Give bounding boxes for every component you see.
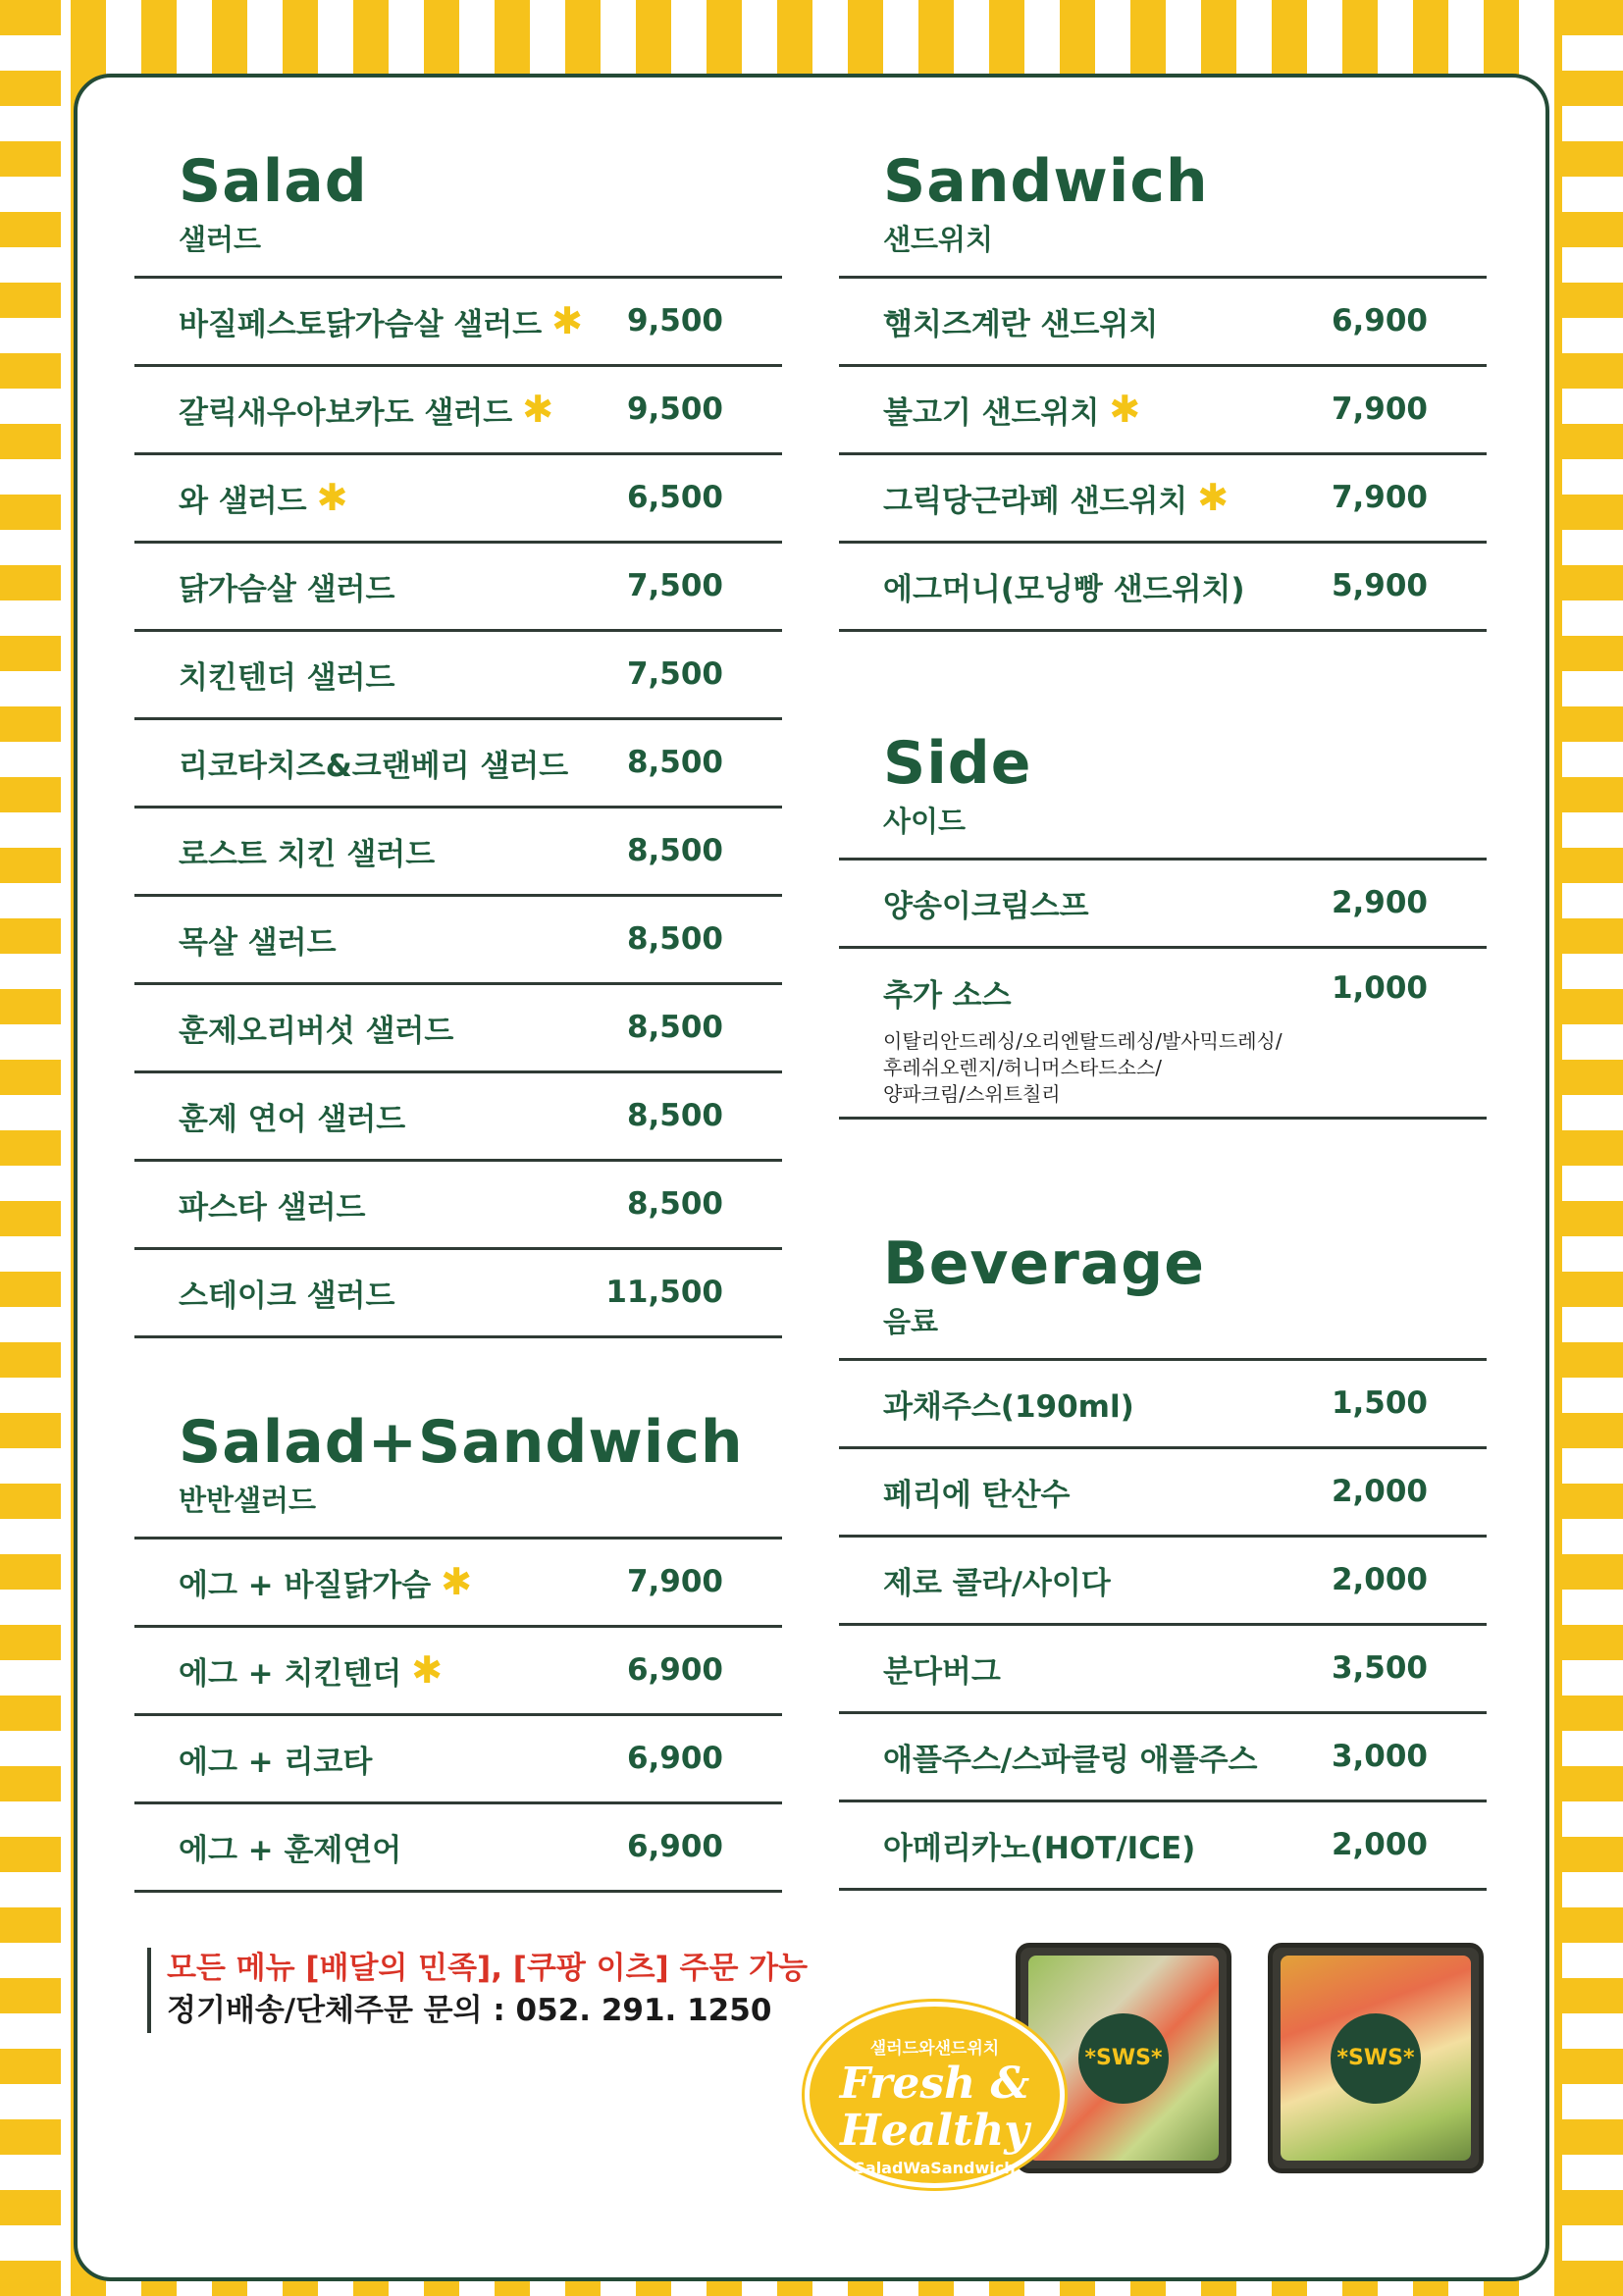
menu-item-name: 에그 + 치킨텐더 <box>179 1655 402 1692</box>
menu-item-name: 에그머니(모닝빵 샌드위치) <box>883 571 1245 607</box>
menu-item-name: 치킨텐더 샐러드 <box>179 659 395 696</box>
order-notice <box>147 1948 808 2033</box>
sauce-option-line: 후레쉬오렌지/허니머스타드소스/ <box>883 1055 1162 1079</box>
section-subtitle: 사이드 <box>883 805 967 838</box>
menu-item-price: 9,500 <box>626 391 723 428</box>
menu-item-name: 스테이크 샐러드 <box>179 1278 395 1314</box>
menu-list <box>839 276 1487 632</box>
menu-item-price: 8,500 <box>626 1186 723 1223</box>
menu-item-price: 6,900 <box>626 1829 723 1865</box>
section-subtitle: 샐러드 <box>179 223 262 256</box>
menu-item-row <box>839 1626 1487 1714</box>
menu-item-row <box>134 279 782 367</box>
menu-item-name: 과채주스(190ml) <box>883 1388 1134 1425</box>
section-title: Side <box>883 729 1032 798</box>
menu-item-name: 파스타 샐러드 <box>179 1189 366 1226</box>
section-combo <box>134 1408 782 1893</box>
menu-list <box>839 1358 1487 1891</box>
menu-item-row <box>134 809 782 897</box>
menu-item-name: 에그 + 바질닭가슴 <box>179 1567 432 1603</box>
menu-item-name: 훈제 연어 샐러드 <box>179 1101 406 1137</box>
sauce-options <box>883 1028 1283 1108</box>
recommended-star-icon: ✱ <box>522 388 554 432</box>
menu-item-name: 불고기 샌드위치 <box>883 394 1100 431</box>
recommended-star-icon: ✱ <box>316 476 348 520</box>
menu-item-price: 6,900 <box>626 1741 723 1777</box>
menu-item-name: 바질페스토닭가슴살 샐러드 <box>179 306 543 342</box>
menu-item-price: 8,500 <box>626 833 723 869</box>
menu-item-price: 11,500 <box>605 1275 723 1311</box>
menu-item-row <box>839 949 1487 1120</box>
menu-item-name: 리코타치즈&크랜베리 샐러드 <box>179 748 569 784</box>
menu-item-name: 그릭당근라페 샌드위치 <box>883 483 1188 519</box>
menu-item-name: 제로 콜라/사이다 <box>883 1565 1111 1601</box>
section-title: Salad+Sandwich <box>179 1408 744 1477</box>
menu-item-row <box>839 1361 1487 1449</box>
section-subtitle: 음료 <box>883 1305 939 1338</box>
delivery-notice: 모든 메뉴 [배달의 민족], [쿠팡 이츠] 주문 가능 <box>167 1951 809 1986</box>
contact-notice: 정기배송/단체주문 문의 : 052. 291. 1250 <box>167 1993 772 2029</box>
sws-logo-label: *SWS* <box>1078 2013 1169 2104</box>
right-stripe-border <box>1562 0 1623 2296</box>
menu-item-price: 9,500 <box>626 303 723 339</box>
menu-item-row <box>134 1162 782 1250</box>
section-side <box>839 729 1487 1120</box>
menu-item-price: 3,000 <box>1331 1739 1428 1775</box>
menu-item-price: 7,900 <box>1331 480 1428 516</box>
menu-item-name: 와 샐러드 <box>179 483 307 519</box>
menu-item-row <box>839 1802 1487 1891</box>
section-beverage <box>839 1229 1487 1891</box>
menu-item-row <box>839 279 1487 367</box>
menu-item-row <box>839 367 1487 455</box>
menu-item-price: 7,500 <box>626 568 723 604</box>
menu-item-row <box>839 1449 1487 1538</box>
recommended-star-icon: ✱ <box>1197 476 1230 520</box>
recommended-star-icon: ✱ <box>441 1560 473 1604</box>
menu-item-price: 2,900 <box>1331 885 1428 921</box>
menu-item-name: 햄치즈계란 샌드위치 <box>883 306 1159 342</box>
top-stripe-border <box>0 0 1623 69</box>
sandwich-box-photo <box>1268 1943 1484 2173</box>
menu-item-price: 6,900 <box>626 1652 723 1689</box>
recommended-star-icon: ✱ <box>411 1648 444 1693</box>
menu-item-price: 2,000 <box>1331 1562 1428 1598</box>
menu-item-name: 목살 샐러드 <box>179 924 337 961</box>
menu-item-name: 갈릭새우아보카도 샐러드 <box>179 394 513 431</box>
section-title: Sandwich <box>883 147 1209 216</box>
menu-list <box>839 858 1487 1120</box>
menu-item-price: 6,500 <box>626 480 723 516</box>
section-subtitle: 반반샐러드 <box>179 1484 317 1517</box>
menu-item-name: 양송이크림스프 <box>883 888 1089 924</box>
menu-item-row <box>134 1073 782 1162</box>
menu-item-row <box>134 897 782 985</box>
menu-item-row <box>839 1538 1487 1626</box>
menu-item-row <box>134 1628 782 1716</box>
menu-item-price: 8,500 <box>626 1010 723 1046</box>
menu-item-row <box>839 861 1487 949</box>
menu-item-row <box>839 1714 1487 1802</box>
sauce-option-line: 이탈리안드레싱/오리엔탈드레싱/발사믹드레싱/ <box>883 1028 1283 1053</box>
left-stripe-border <box>0 0 61 2296</box>
menu-item-name: 에그 + 훈제연어 <box>179 1832 402 1868</box>
menu-item-row <box>134 1539 782 1628</box>
menu-item-name: 추가 소스 <box>883 977 1012 1014</box>
menu-item-price: 2,000 <box>1331 1474 1428 1510</box>
badge-slogan-line2: Healthy <box>840 2106 1029 2156</box>
menu-item-price: 6,900 <box>1331 303 1428 339</box>
menu-item-name: 애플주스/스파클링 애플주스 <box>883 1742 1258 1778</box>
menu-item-row <box>839 544 1487 632</box>
section-title: Salad <box>179 147 368 216</box>
menu-item-price: 7,900 <box>626 1564 723 1600</box>
menu-item-row <box>134 1804 782 1893</box>
menu-list <box>134 1537 782 1893</box>
menu-item-price: 7,500 <box>626 656 723 693</box>
menu-item-row <box>134 544 782 632</box>
menu-item-name: 훈제오리버섯 샐러드 <box>179 1013 454 1049</box>
menu-item-price: 2,000 <box>1331 1827 1428 1863</box>
section-salad <box>134 147 782 1338</box>
recommended-star-icon: ✱ <box>1109 388 1141 432</box>
menu-item-row <box>134 455 782 544</box>
menu-item-row <box>134 632 782 720</box>
recommended-star-icon: ✱ <box>551 299 583 343</box>
badge-brand-name: SaladWaSandwich <box>854 2159 1016 2177</box>
section-subtitle: 샌드위치 <box>883 223 994 256</box>
menu-item-name: 에그 + 리코타 <box>179 1744 373 1780</box>
menu-item-price: 1,500 <box>1331 1385 1428 1422</box>
menu-item-price: 7,900 <box>1331 391 1428 428</box>
menu-item-row <box>134 1250 782 1338</box>
menu-item-price: 5,900 <box>1331 568 1428 604</box>
menu-list <box>134 276 782 1338</box>
menu-item-row <box>839 455 1487 544</box>
sauce-option-line: 양파크림/스위트칠리 <box>883 1081 1061 1106</box>
menu-item-name: 로스트 치킨 샐러드 <box>179 836 436 872</box>
menu-item-name: 분다버그 <box>883 1653 1001 1690</box>
section-title: Beverage <box>883 1229 1205 1298</box>
badge-korean-name: 샐러드와샌드위치 <box>869 2039 1000 2059</box>
menu-item-row <box>134 1716 782 1804</box>
menu-item-price: 8,500 <box>626 745 723 781</box>
menu-item-name: 닭가슴살 샐러드 <box>179 571 395 607</box>
menu-item-price: 8,500 <box>626 1098 723 1134</box>
menu-item-row <box>134 985 782 1073</box>
fresh-healthy-badge <box>805 2002 1065 2188</box>
badge-slogan-line1: Fresh & <box>839 2059 1030 2109</box>
menu-item-name: 아메리카노(HOT/ICE) <box>883 1830 1196 1866</box>
menu-item-row <box>134 720 782 809</box>
menu-item-name: 페리에 탄산수 <box>883 1477 1071 1513</box>
menu-item-row <box>134 367 782 455</box>
sws-logo-label: *SWS* <box>1331 2013 1421 2104</box>
section-sandwich <box>839 147 1487 632</box>
menu-item-price: 3,500 <box>1331 1650 1428 1687</box>
menu-item-price: 8,500 <box>626 921 723 958</box>
menu-item-price: 1,000 <box>1331 969 1428 1006</box>
